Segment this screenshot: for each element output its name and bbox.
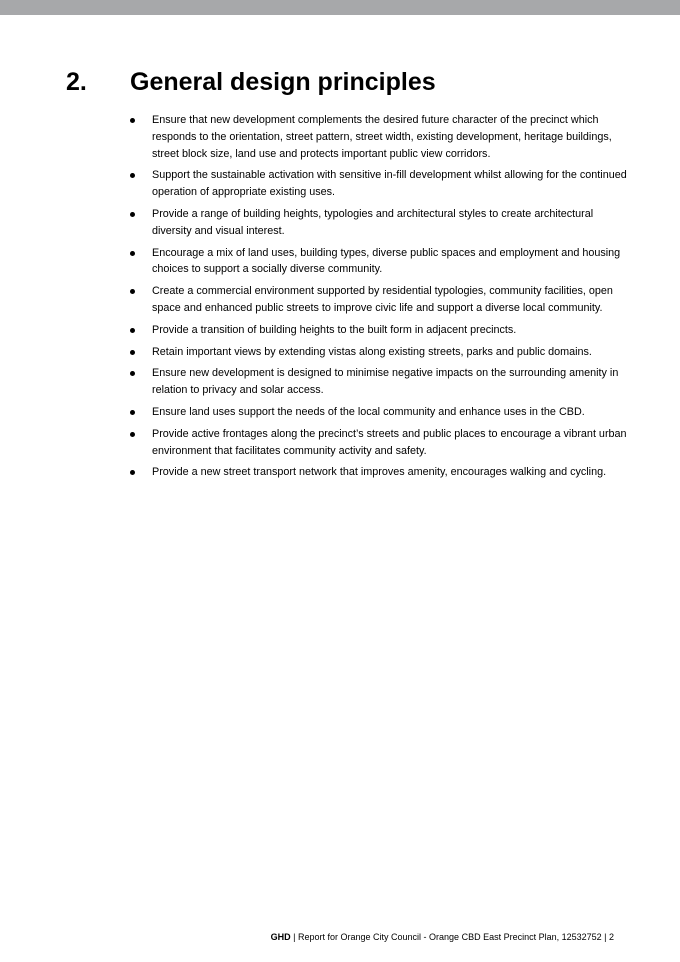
list-item-text: Retain important views by extending vistas along existing streets, parks and public domains. [152,345,592,358]
section-number: 2. [66,68,87,96]
list-item [127,322,627,339]
list-item [127,464,627,481]
list-item [127,365,627,399]
bullet-icon [130,432,135,437]
footer-brand: GHD [270,932,291,942]
bullet-icon [130,371,135,376]
list-item-text: Provide active frontages along the precinct’s streets and public places to encourage a vibrant urban environment that facilitates community activity and safety. [152,427,627,457]
list-item [127,167,627,201]
bullet-icon [130,173,135,178]
page-footer [271,931,614,943]
bullet-icon [130,350,135,355]
list-item [127,404,627,421]
bullet-icon [130,470,135,475]
bullet-icon [130,212,135,217]
list-item-text: Support the sustainable activation with sensitive in-fill development whilst allowing for the continued operation of appropriate existing uses. [152,169,627,199]
bullet-icon [130,118,135,123]
list-item [127,245,627,279]
bullet-icon [130,410,135,415]
list-item [127,344,627,361]
bullet-icon [130,328,135,333]
list-item-text: Provide a new street transport network that improves amenity, encourages walking and cycling. [152,466,607,479]
list-item-text: Ensure new development is designed to minimise negative impacts on the surrounding amenity in relation to privacy and solar access. [152,367,619,397]
section-title: General design principles [130,68,436,96]
list-item [127,283,627,317]
bullet-icon [130,251,135,256]
list-item-text: Ensure land uses support the needs of the local community and enhance uses in the CBD. [152,405,585,418]
design-principles-list [127,112,627,486]
bullet-icon [130,289,135,294]
top-banner-bar [0,0,680,15]
section-heading [66,66,626,100]
list-item-text: Create a commercial environment supported by residential typologies, community facilities, open space and enhanced public streets to improve civic life and support a diverse local community. [152,285,613,314]
list-item-text: Provide a transition of building heights to the built form in adjacent precincts. [152,323,517,336]
list-item-text: Ensure that new development complements the desired future character of the precinct which responds to the orientation, street pattern, street width, existing development, heritage buildings, street block size, land use and protects important public view corridors. [152,114,612,160]
list-item-text: Encourage a mix of land uses, building types, diverse public spaces and employment and housing choices to support a socially diverse community. [152,246,621,276]
footer-text: | Report for Orange City Council - Orange CBD East Precinct Plan, 12532752 | 2 [290,932,614,942]
list-item [127,426,627,460]
list-item [127,206,627,240]
list-item-text: Provide a range of building heights, typologies and architectural styles to create architectural diversity and visual interest. [152,207,594,237]
list-item [127,112,627,162]
